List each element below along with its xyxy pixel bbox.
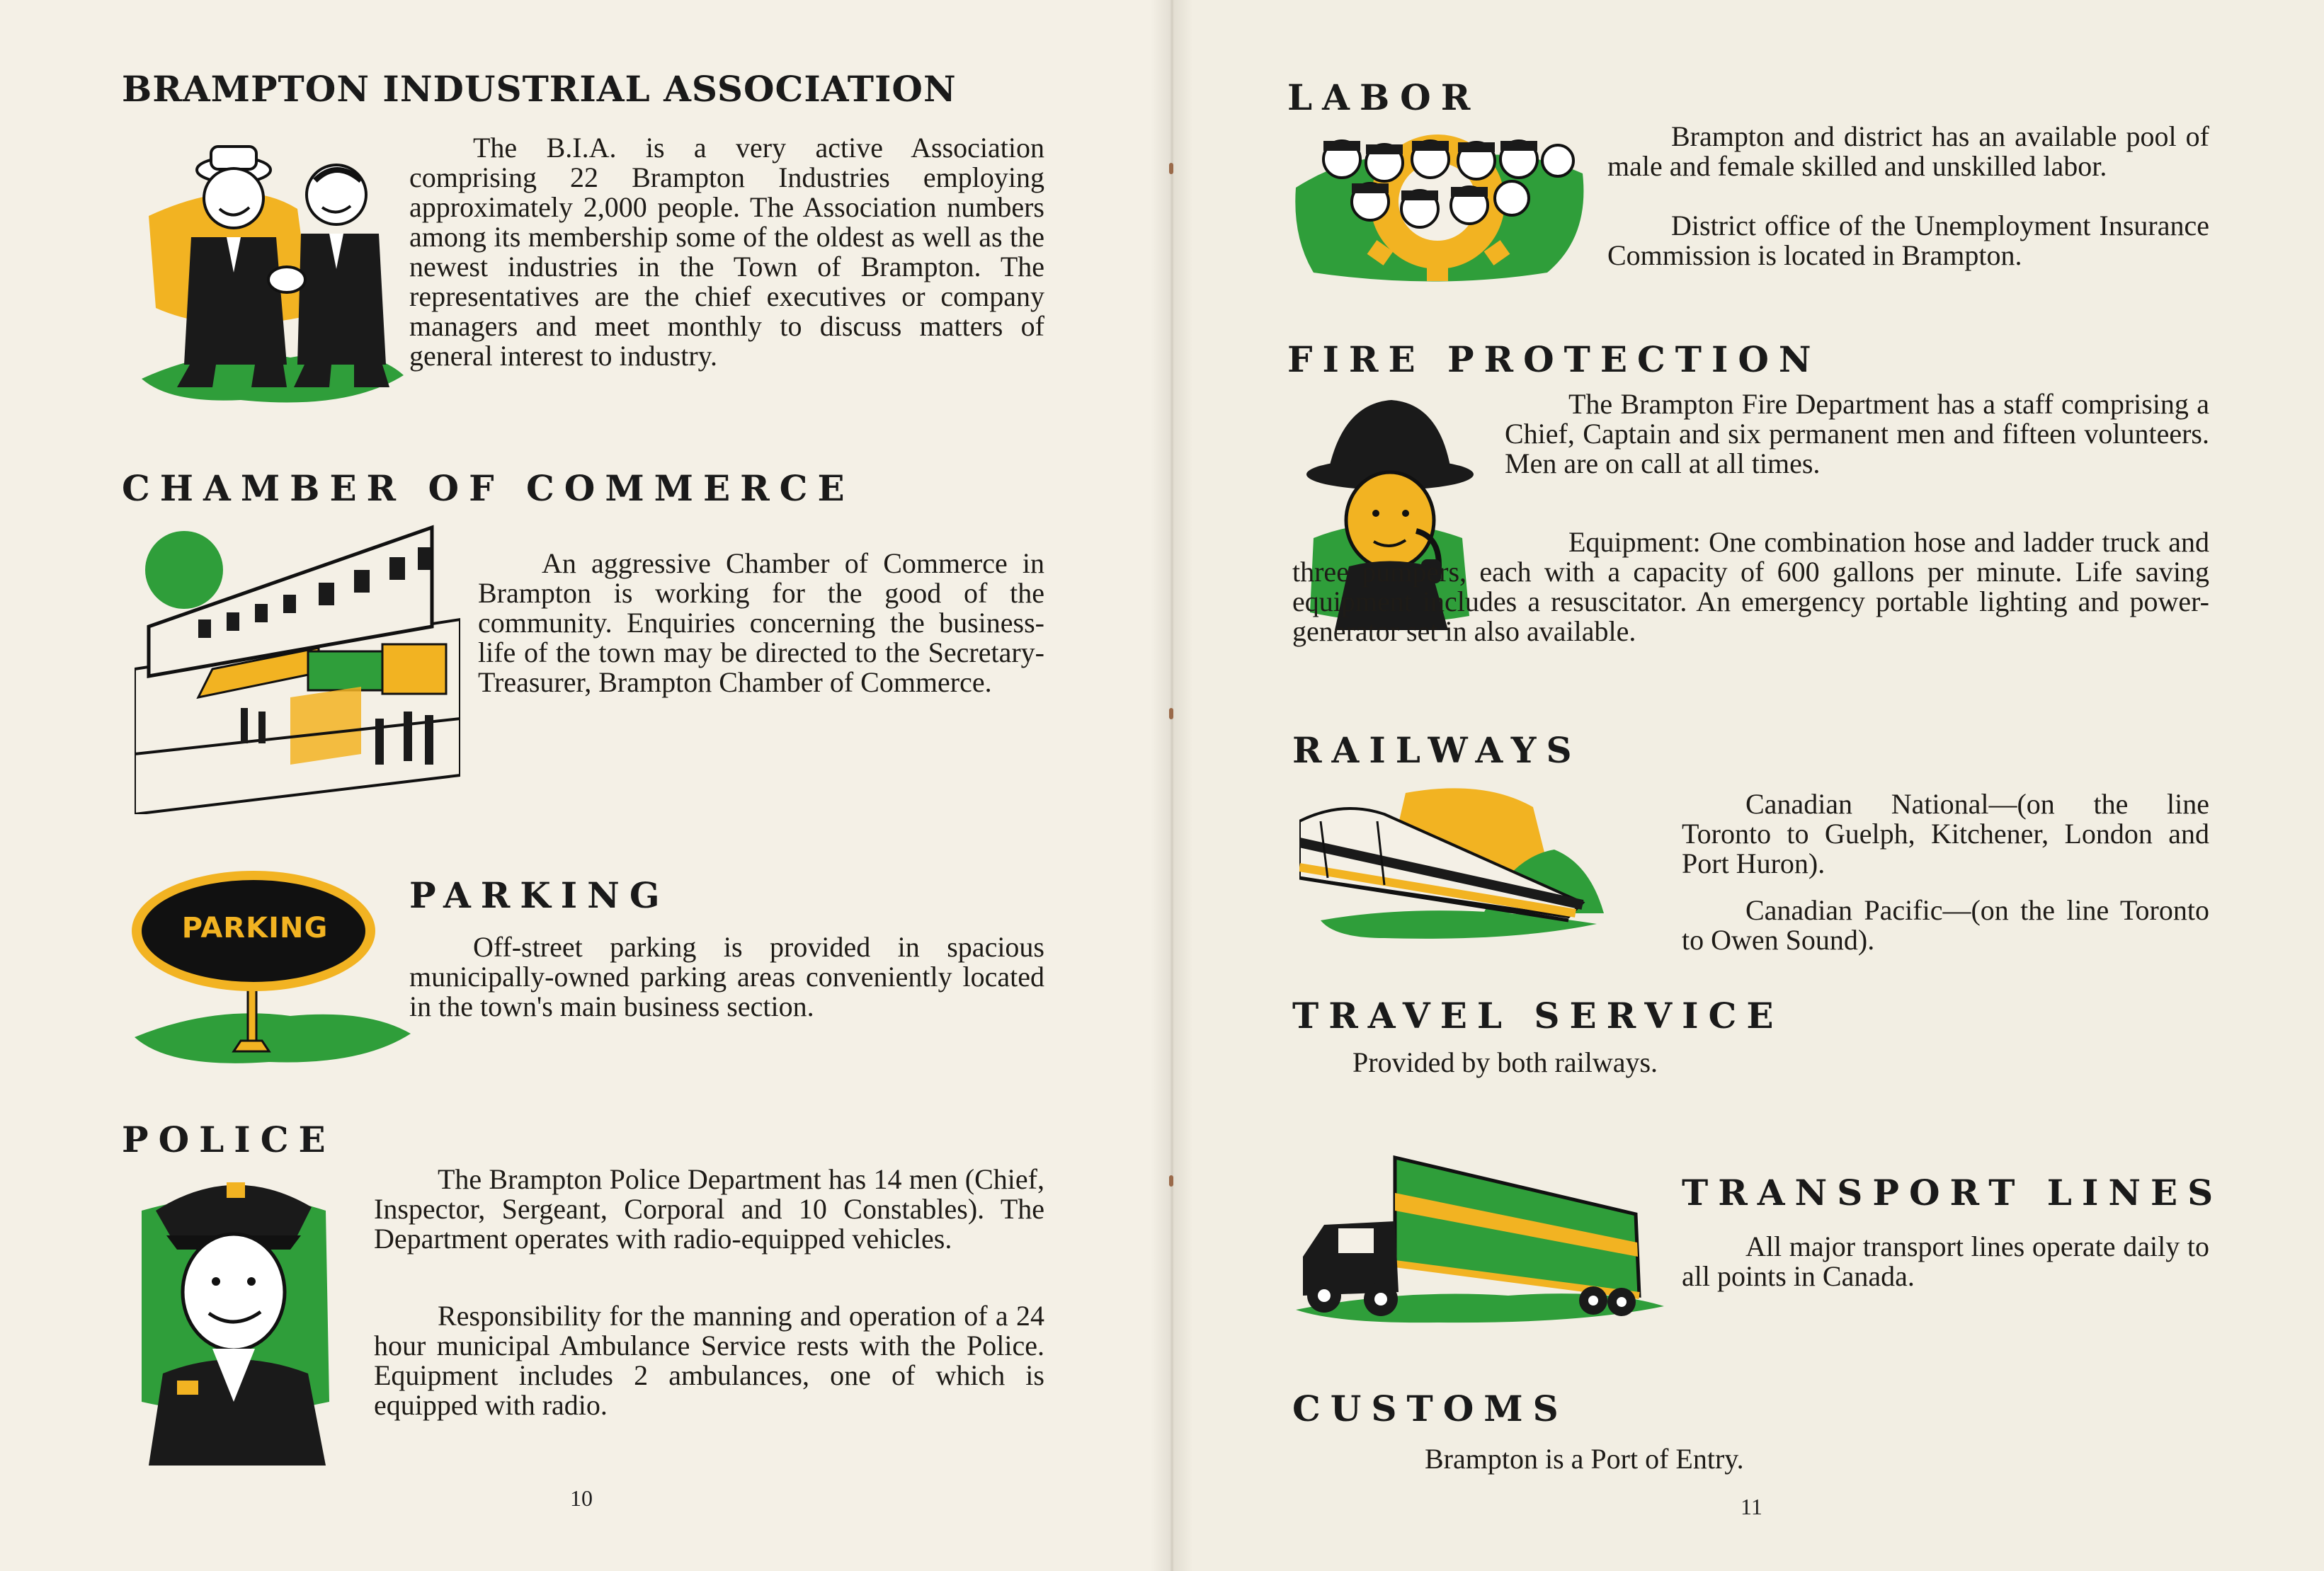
binding-stitch [1169, 1175, 1173, 1187]
storefront-illustration [135, 520, 460, 814]
parking-heading: PARKING [409, 874, 670, 916]
workers-gear-illustration [1292, 131, 1590, 283]
labor-paragraph-2: District office of the Unemployment Insurance Commission is located in Brampton. [1607, 210, 2209, 271]
railways-heading: RAILWAYS [1292, 729, 1582, 771]
train-illustration [1299, 779, 1604, 942]
binding-stitch [1169, 708, 1173, 719]
police-paragraph-1: The Brampton Police Department has 14 men (Chief, Inspector, Sergeant, Corporal and 10 Constables). The Department operates with radio-equipped vehicles. [374, 1163, 1044, 1255]
page-number-right: 11 [1741, 1494, 1762, 1519]
bia-heading: BRAMPTON INDUSTRIAL ASSOCIATION [122, 68, 957, 110]
fire-paragraph-2: Equipment: One combination hose and ladder truck and three pumpers, each with a capacity of 600 gallons per minute. Life saving equipment includes a resuscitator. An emergency portable lighting and power-generator set in also available. [1292, 526, 2209, 647]
book-gutter [1151, 0, 1193, 1571]
chamber-heading: CHAMBER OF COMMERCE [122, 467, 855, 509]
truck-illustration [1296, 1150, 1664, 1324]
travel-service-heading: TRAVEL SERVICE [1292, 995, 1784, 1036]
railways-paragraph-2: Canadian Pacific—(on the line Toronto to Owen Sound). [1682, 894, 2209, 956]
labor-heading: LABOR [1287, 76, 1481, 118]
page-number-left: 10 [570, 1485, 593, 1511]
parking-sign-illustration [127, 864, 418, 1069]
fire-paragraph-1: The Brampton Fire Department has a staff comprising a Chief, Captain and six permanent men and fifteen volunteers. Men are on call at all times. [1505, 388, 2209, 479]
labor-paragraph-1: Brampton and district has an available pool of male and female skilled and unskilled labor. [1607, 120, 2209, 182]
police-paragraph-2: Responsibility for the manning and operation of a 24 hour municipal Ambulance Service rests with the Police. Equipment includes 2 ambulances, one of which is equipped with radio. [374, 1300, 1044, 1421]
customs-heading: CUSTOMS [1292, 1388, 1568, 1429]
parking-sign-label: PARKING [181, 912, 329, 944]
police-heading: POLICE [122, 1119, 336, 1160]
parking-paragraph: Off-street parking is provided in spacious municipally-owned parking areas conveniently located in the town's main business section. [409, 931, 1044, 1022]
customs-paragraph: Brampton is a Port of Entry. [1425, 1443, 1744, 1475]
police-officer-illustration [135, 1168, 336, 1466]
transport-lines-heading: TRANSPORT LINES [1682, 1172, 2223, 1213]
travel-paragraph: Provided by both railways. [1352, 1046, 1658, 1078]
transport-paragraph: All major transport lines operate daily to all points in Canada. [1682, 1230, 2209, 1292]
chamber-paragraph: An aggressive Chamber of Commerce in Brampton is working for the good of the community. Enquiries concerning the business-life of the town may be directed to the Secretary-Treasurer, Brampton Chamber of Commerce. [478, 547, 1044, 698]
bia-paragraph: The B.I.A. is a very active Association comprising 22 Brampton Industries employing approximately 2,000 people. The Association numbers among its membership some of the oldest as well as the newest industries in the Town of Brampton. The representatives are the chief executives or company managers and meet monthly to discuss matters of general interest to industry. [409, 132, 1044, 372]
binding-stitch [1169, 163, 1173, 174]
handshake-illustration [135, 131, 411, 411]
fire-protection-heading: FIRE PROTECTION [1287, 338, 1821, 380]
railways-paragraph-1: Canadian National—(on the line Toronto to Guelph, Kitchener, London and Port Huron). [1682, 788, 2209, 879]
